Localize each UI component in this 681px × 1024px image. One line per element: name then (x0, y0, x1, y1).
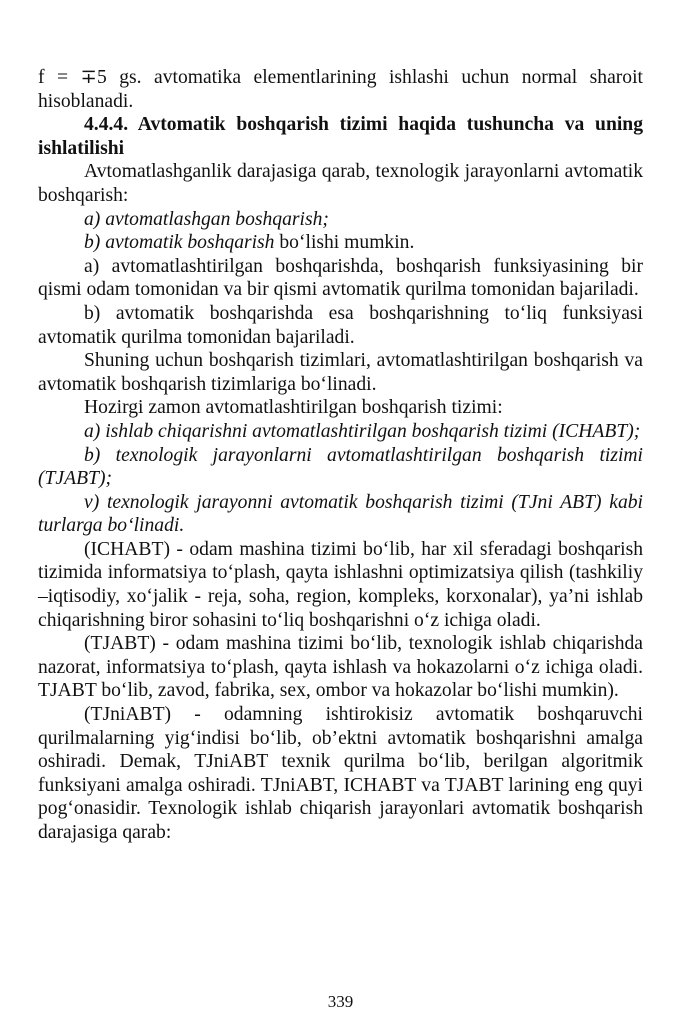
list-item-b-italic: b) avtomatik boshqarish (84, 232, 275, 254)
page-number: 339 (327, 992, 354, 1011)
list-item-tjniabt: v) texnologik jarayonni avtomatik boshqarish tizimi (TJni ABT) kabi turlarga bo‘linadi. (38, 491, 643, 537)
paragraph: Avtomatlashganlik darajasiga qarab, texnologik jarayonlarni avtomatik boshqarish: (38, 161, 643, 206)
list-item-tjabt: b) texnologik jarayonlarni avtomatlashtirilgan boshqarish tizimi (TJABT); (38, 444, 643, 490)
list-item-b-rest: bo‘lishi mumkin. (274, 232, 415, 254)
paragraph: a) avtomatlashtirilgan boshqarishda, boshqarish funksiyasining bir qismi odam tomonidan va bir qismi avtomatik qurilma tomonidan bajariladi. (38, 255, 643, 301)
paragraph: b) avtomatik boshqarishda esa boshqarishning to‘liq funksiyasi avtomatik qurilma tomonidan bajariladi. (38, 302, 643, 348)
list-item-a: a) avtomatlashgan boshqarish; (84, 208, 329, 230)
section-heading: 4.4.4. Avtomatik boshqarish tizimi haqida tushuncha va uning ishlatilishi (38, 114, 643, 159)
paragraph-tjniabt: (TJniABT) - odamning ishtirokisiz avtomatik boshqaruvchi qurilmalarning yig‘indisi bo‘lib, ob’ektni avtomatik boshqarishni amalga oshiradi. Demak, TJniABT texnik qurilma bo‘lib, berilgan algoritmik funksiyani amalga oshiradi. TJniABT, ICHABT va TJABT larining eng quyi pog‘onasidir. Texnologik ishlab chiqarish jarayonlari avtomatik boshqarish darajasiga qarab: (38, 704, 643, 843)
paragraph-tjabt: (TJABT) - odam mashina tizimi bo‘lib, texnologik ishlab chiqarishda nazorat, informatsiya to‘plash, qayta ishlash va hokazolarni o‘z ichiga oladi. TJABT bo‘lib, zavod, fabrika, sex, ombor va hokazolar bo‘lishi mumkin). (38, 633, 643, 702)
paragraph-intro: f = ∓5 gs. avtomatika elementlarining ishlashi uchun normal sharoit hisoblanadi. (38, 67, 643, 112)
paragraph-ichabt: (ICHABT) - odam mashina tizimi bo‘lib, har xil sferadagi boshqarish tizimida informatsiya to‘plash, qayta ishlashni optimizatsiya qilish (tashkiliy –iqtisodiy, xo‘jalik - reja, soha, region, kompleks, korxonalar), ya’ni ishlab chiqarishning biror sohasini to‘liq boshqarishni o‘z ichiga oladi. (38, 538, 643, 631)
paragraph: Shuning uchun boshqarish tizimlari, avtomatlashtirilgan boshqarish va avtomatik boshqarish tizimlariga bo‘linadi. (38, 350, 643, 395)
list-item-ichabt: a) ishlab chiqarishni avtomatlashtirilgan boshqarish tizimi (ICHABT); (84, 420, 641, 442)
paragraph: Hozirgi zamon avtomatlashtirilgan boshqarish tizimi: (84, 397, 503, 419)
list-item-b (38, 231, 643, 255)
